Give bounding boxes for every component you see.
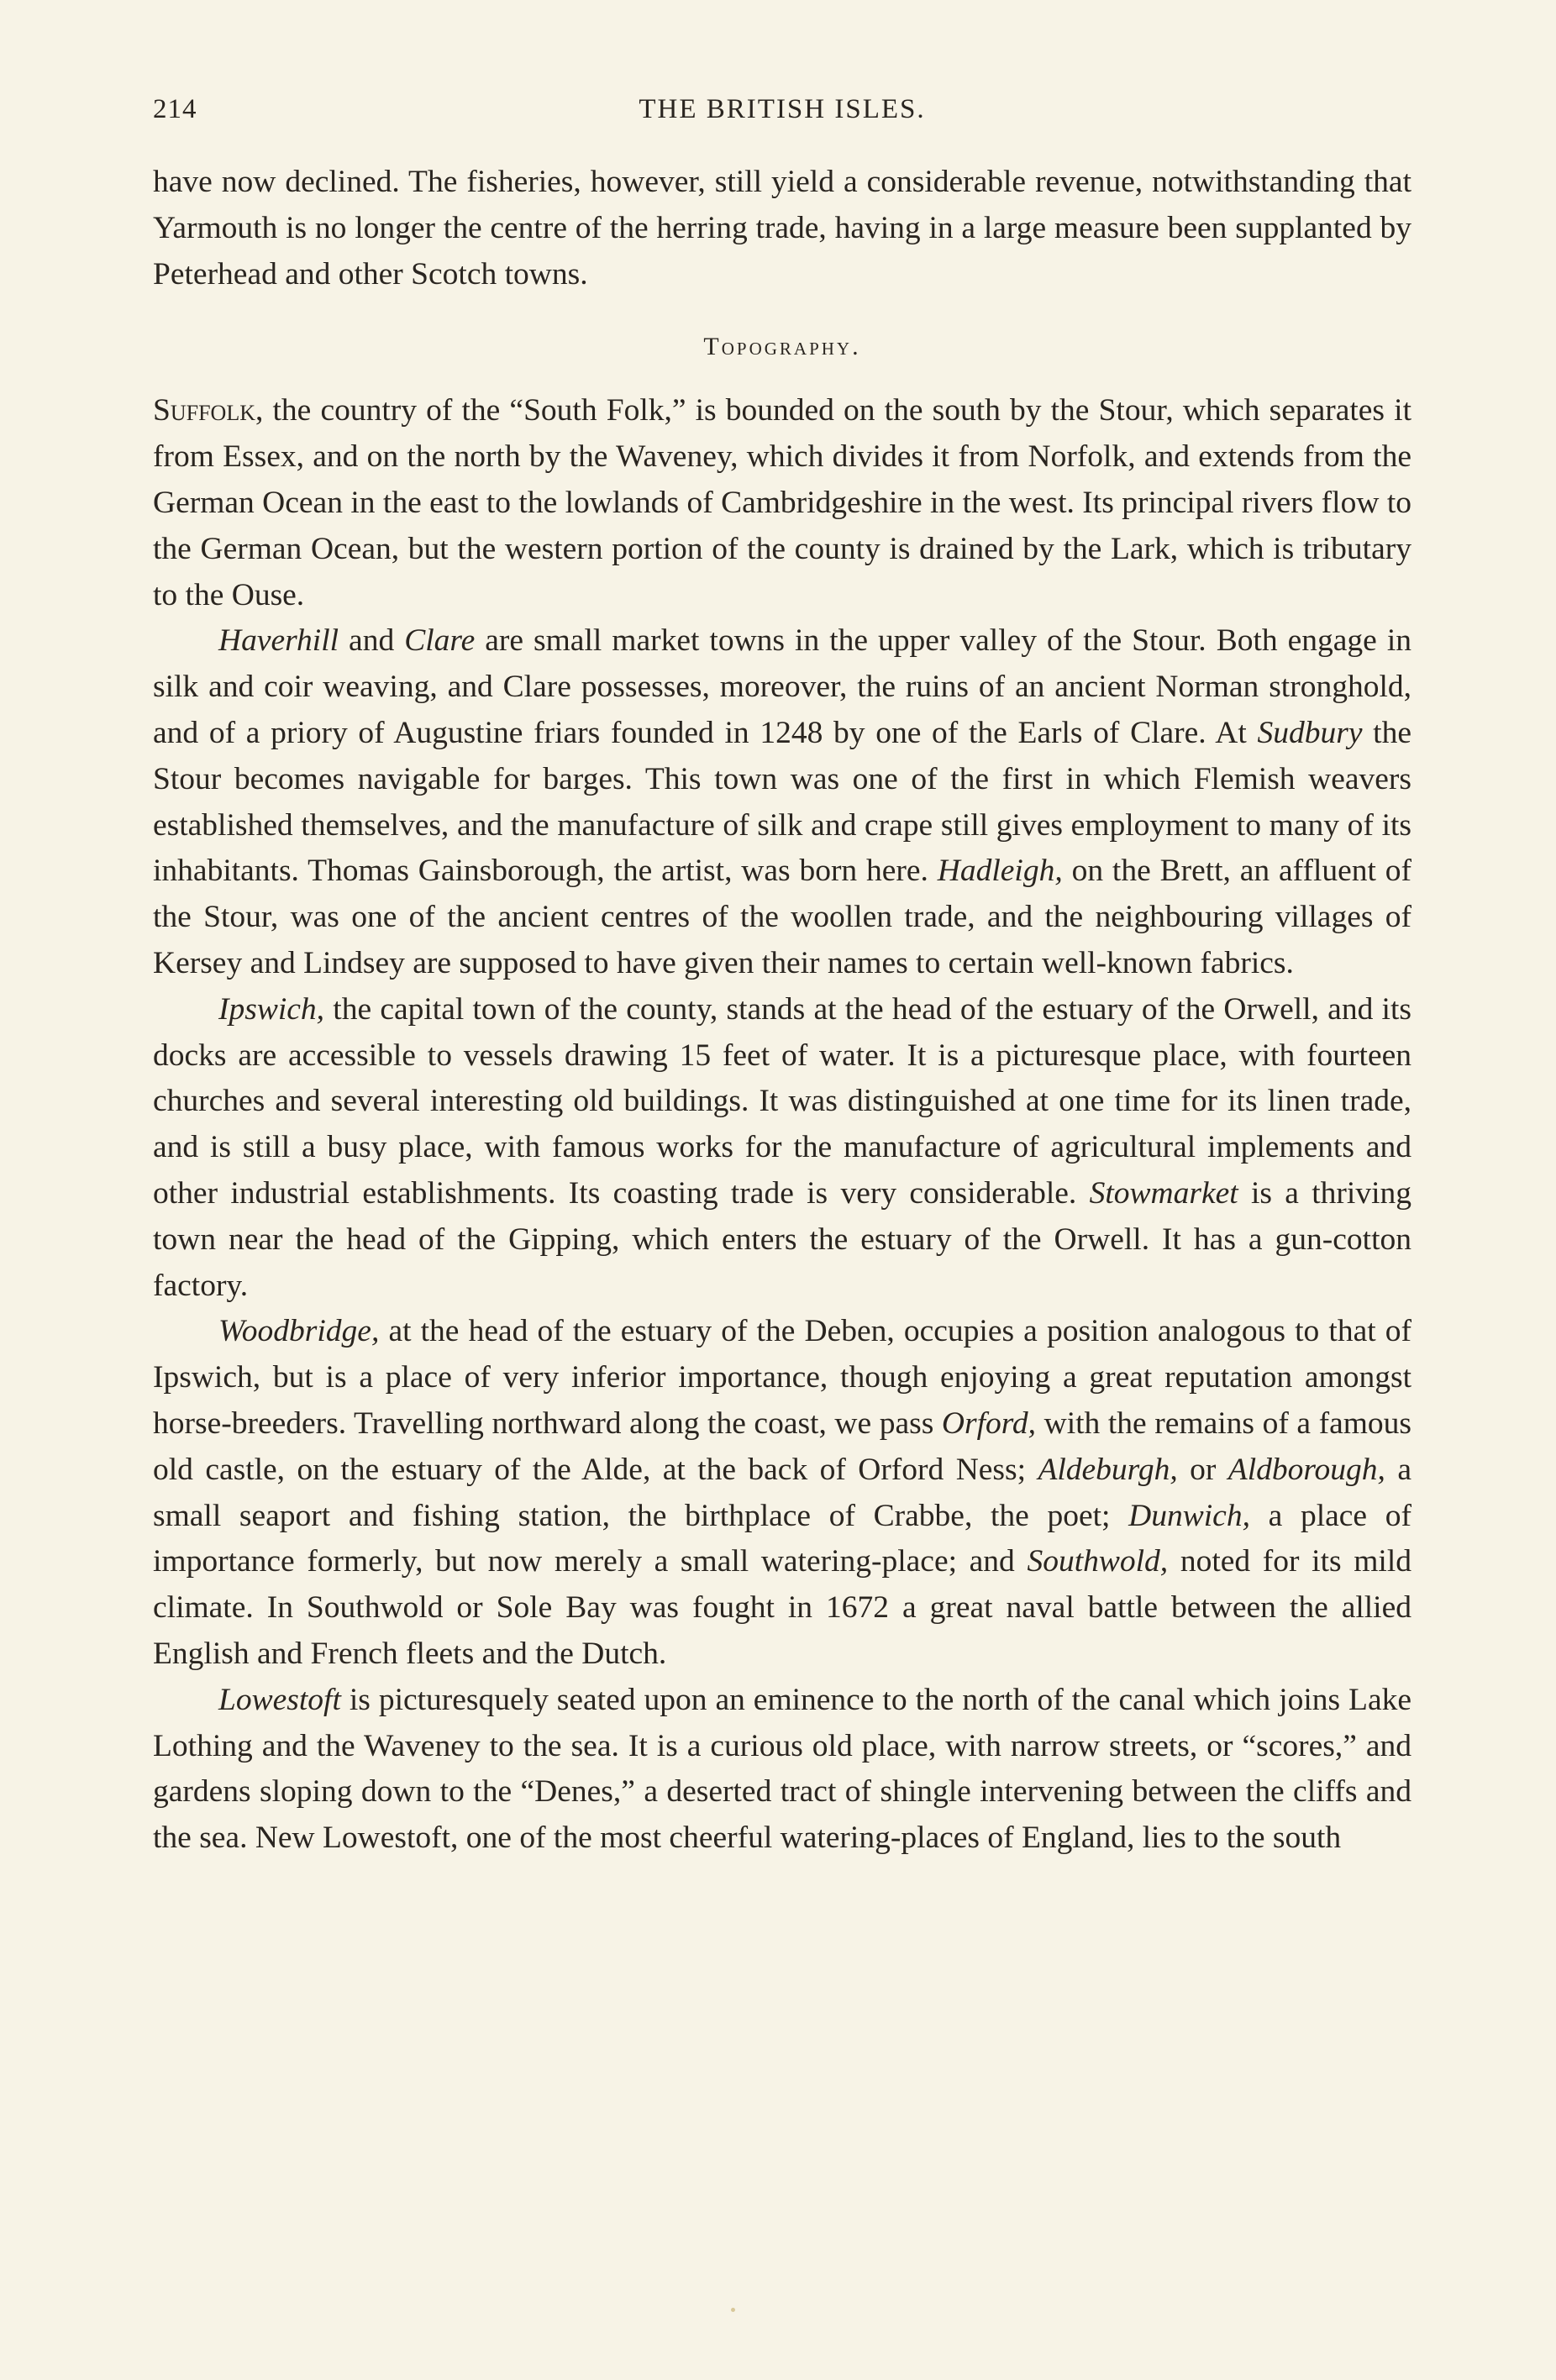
place-name: Stowmarket	[1089, 1175, 1238, 1211]
paragraph-text: are small market towns in the upper valley of the Stour. Both engage in silk and coir weaving, and Clare possesses, moreover, the ruins of an ancient Norman stronghold, and of a priory of Augustine friars founded in 1248 by one of the Earls of Clare. At	[153, 623, 1411, 750]
paragraph-text: the capital town of the county, stands at the head of the estuary of the Orwell, and its docks are accessible to vessels drawing 15 feet of water. It is a picturesque place, with fourteen churches and several interesting old buildings. It was distinguished at one time for its linen trade, and is still a busy place, with famous works for the manufacture of agricultural implements and other industrial establishments. Its coasting trade is very considerable.	[153, 991, 1411, 1211]
place-name: Ipswich,	[218, 991, 325, 1027]
paragraph-text: is a thriving town near the head of the Gipping, which enters the estuary of the Orwell. It has a gun-cotton factory.	[153, 1175, 1411, 1303]
paragraph-text: and	[339, 623, 405, 659]
place-name: Southwold,	[1027, 1544, 1169, 1579]
running-title: THE BRITISH ISLES.	[639, 94, 926, 124]
paragraph-text: is picturesquely seated upon an eminence to the north of the canal which joins Lake Lothing and the Waveney to the sea. It is a curious old place, with narrow streets, or “scores,” and gardens sloping down to the “Denes,” a deserted tract of shingle intervening between the cliffs and the sea. New Lowestoft, one of the most cheerful watering-places of England, lies to the south	[153, 1682, 1411, 1856]
paragraph-text: with the remains of a famous old castle, on the estuary of the Alde, at the back of Orford Ness;	[153, 1405, 1411, 1487]
paragraph-text: a small seaport and fishing station, the birthplace of Crabbe, the poet;	[153, 1452, 1411, 1533]
place-name: Sudbury	[1257, 715, 1363, 750]
section-heading: Topography.	[703, 333, 861, 361]
lowestoft-paragraph	[153, 1678, 1411, 1862]
intro-paragraph	[153, 160, 1411, 297]
paragraph-text: or	[1177, 1452, 1228, 1487]
place-name: Orford,	[941, 1405, 1037, 1441]
paragraph-text: the country of the “South Folk,” is bounded on the south by the Stour, which separates it from Essex, and on the north by the Waveney, which divides it from Norfolk, and extends from the German Ocean in the east to the lowlands of Cambridgeshire in the west. Its principal rivers flow to the German Ocean, but the western portion of the county is drained by the Lark, which is tributary to the Ouse.	[153, 393, 1411, 612]
county-name: Suffolk,	[153, 393, 264, 428]
suffolk-paragraph	[153, 388, 1411, 618]
paragraph-text: at the head of the estuary of the Deben, occupies a position analogous to that of Ipswich, but is a place of very inferior importance, though enjoying a great reputation amongst horse-breeders. Travelling northward along the coast, we pass	[153, 1314, 1411, 1441]
body-text	[153, 160, 1411, 1862]
paragraph-text: a place of importance formerly, but now merely a small watering-place; and	[153, 1498, 1412, 1579]
place-name: Clare	[404, 623, 476, 659]
ipswich-paragraph	[153, 987, 1411, 1310]
place-name: Woodbridge,	[218, 1314, 380, 1349]
place-name: Aldeburgh,	[1038, 1452, 1178, 1487]
place-name: Aldborough,	[1227, 1452, 1385, 1487]
page-number: 214	[153, 94, 197, 124]
running-header	[153, 94, 1411, 134]
paragraph-text: on the Brett, an affluent of the Stour, was one of the ancient centres of the woollen trade, and the neighbouring villages of Kersey and Lindsey are supposed to have given their names to certain well-known fabrics.	[153, 854, 1412, 980]
haverhill-paragraph	[153, 618, 1411, 986]
paper-speck	[731, 2308, 735, 2312]
place-name: Dunwich,	[1128, 1498, 1250, 1533]
place-name: Hadleigh,	[937, 854, 1063, 889]
paragraph-text: noted for its mild climate. In Southwold or Sole Bay was fought in 1672 a great naval battle between the allied English and French fleets and the Dutch.	[153, 1544, 1411, 1671]
place-name: Haverhill	[218, 623, 339, 659]
place-name: Lowestoft	[218, 1682, 341, 1717]
woodbridge-paragraph	[153, 1309, 1411, 1677]
paragraph-text: the Stour becomes navigable for barges. This town was one of the first in which Flemish weavers established themselves, and the manufacture of silk and crape still gives employment to many of its inhabitants. Thomas Gainsborough, the artist, was born here.	[153, 715, 1411, 889]
intro-text: have now declined. The fisheries, however, still yield a considerable revenue, notwithstanding that Yarmouth is no longer the centre of the herring trade, having in a large measure been supplanted by Peterhead and other Scotch towns.	[153, 165, 1411, 292]
